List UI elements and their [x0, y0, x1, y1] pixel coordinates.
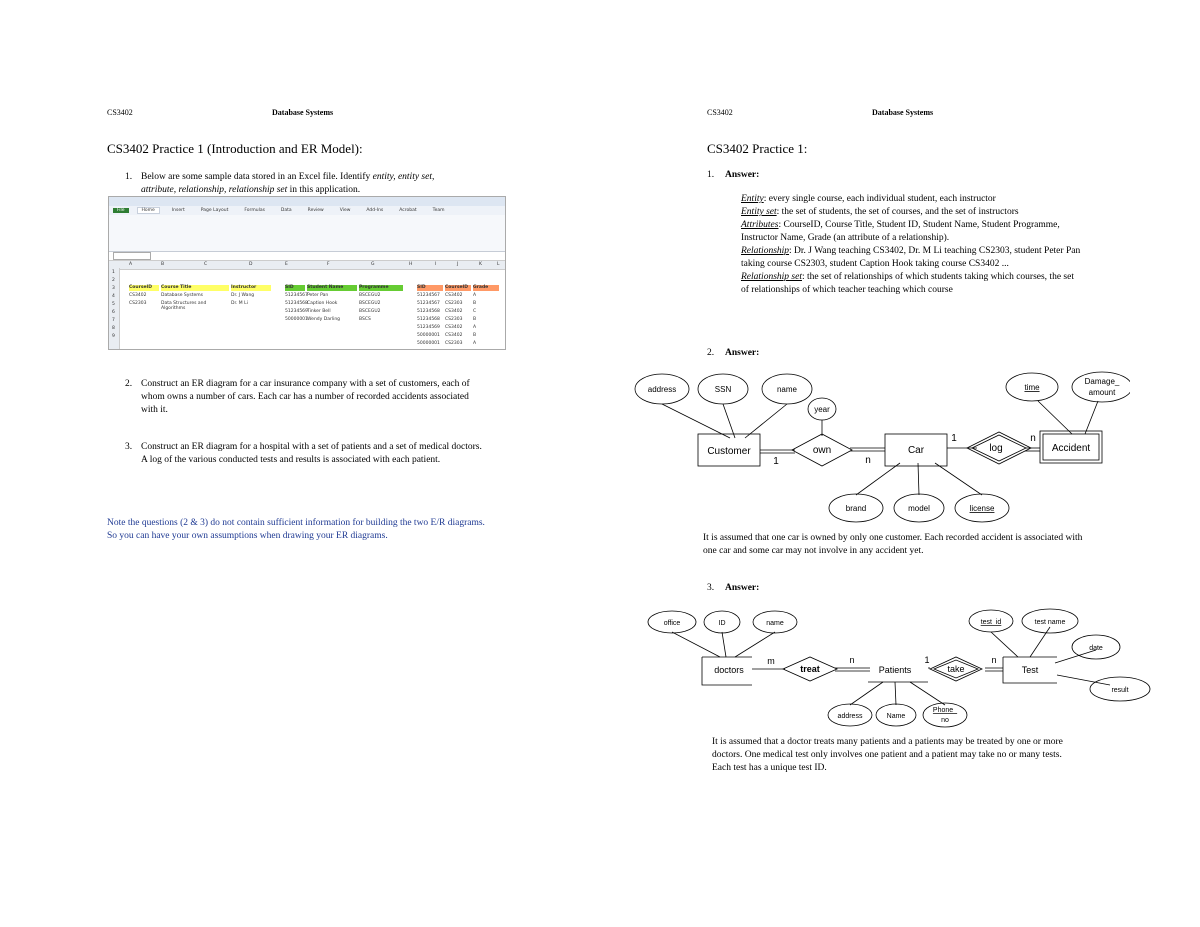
- header-course-right: CS3402: [707, 108, 733, 117]
- label-date: date: [1089, 645, 1103, 652]
- sheet-cell[interactable]: CS2303: [445, 317, 463, 322]
- sheet-cell[interactable]: B: [473, 301, 477, 306]
- column-letter: A: [129, 262, 133, 267]
- answer-2-assumption: It is assumed that one car is owned by only one customer. Each recorded accident is associated with one car and some car may not involve in any accident yet.: [703, 533, 1083, 556]
- card-m: m: [767, 656, 775, 666]
- label-log: log: [989, 443, 1003, 454]
- answer-3-assumption: It is assumed that a doctor treats many patients and a patients may be treated by one or more doctors. One medical test only involves one patient and a patient may take no or many tests. Each test has a unique test ID.: [712, 737, 1063, 773]
- label-phone-1: Phone_: [932, 707, 958, 714]
- label-test: Test: [1021, 665, 1039, 675]
- ribbon-tab[interactable]: Acrobat: [399, 208, 417, 213]
- ribbon-tabs: [109, 206, 505, 215]
- sheet-cell[interactable]: BSCEGU2: [359, 293, 381, 298]
- card-log-1: 1: [951, 433, 957, 444]
- sheet-header-cell[interactable]: Grade: [473, 285, 499, 291]
- entity-key: Entity: [741, 194, 764, 204]
- question-1: [125, 171, 491, 197]
- sheet-header-cell[interactable]: CourseID: [129, 285, 159, 291]
- label-phone-2: no: [941, 717, 949, 724]
- attributes-key: Attributes: [741, 220, 779, 230]
- label-doctors: doctors: [714, 665, 744, 675]
- sheet-header-cell[interactable]: Instructor: [231, 285, 271, 291]
- row-number: 2: [112, 278, 115, 283]
- entity-value: : every single course, each individual student, each instructor: [763, 194, 996, 204]
- answer-number: 2.: [707, 348, 715, 358]
- answer-number: 1.: [707, 170, 715, 180]
- card-one: 1: [924, 655, 930, 665]
- sheet-cell[interactable]: CS2303: [129, 301, 147, 306]
- header-subject: Database Systems: [272, 108, 334, 117]
- sheet-cell[interactable]: 51234567: [417, 301, 440, 306]
- sheet-cell[interactable]: Caption Hook: [307, 301, 338, 306]
- label-damage-1: Damage_: [1084, 377, 1120, 386]
- q1-rest: in this application.: [287, 185, 361, 195]
- sheet-cell[interactable]: CS2303: [445, 341, 463, 346]
- label-take: take: [947, 664, 965, 674]
- answer-title: CS3402 Practice 1:: [707, 141, 808, 156]
- formula-bar: [109, 252, 505, 261]
- header-subject-right: Database Systems: [872, 108, 934, 117]
- label-ssn: SSN: [714, 385, 732, 394]
- er-diagram-hospital: [640, 605, 1160, 730]
- attributes-value: : CourseID, Course Title, Student ID, Student Name, Student Programme, Instructor Name, Grade (an attribute of a relationship).: [741, 220, 1060, 243]
- row-headers: [109, 268, 120, 349]
- sheet-cell[interactable]: CS3402: [445, 325, 463, 330]
- sheet-cell[interactable]: B: [473, 333, 477, 338]
- sheet-cell[interactable]: 50000001: [285, 317, 308, 322]
- label-office: office: [663, 620, 681, 627]
- column-letter: F: [327, 262, 330, 267]
- card-customer-1: 1: [773, 456, 779, 467]
- label-car: Car: [907, 445, 925, 456]
- row-number: 7: [112, 318, 115, 323]
- column-letter: G: [371, 262, 375, 267]
- label-patient-address: address: [837, 713, 863, 720]
- sheet-header-cell[interactable]: SID: [417, 285, 443, 291]
- label-license: license: [969, 504, 995, 513]
- sheet-cell[interactable]: Peter Pan: [307, 293, 329, 298]
- entity-set-key: Entity set: [741, 207, 777, 217]
- q2-text: Construct an ER diagram for a car insurance company with a set of customers, each of whom owns a number of cars. Each car has a number of recorded accidents associated with it.: [141, 379, 470, 415]
- relationship-value: : Dr. J Wang teaching CS3402, Dr. M Li teaching CS2303, student Peter Pan taking course CS2303, student Caption Hook taking course CS3402 ...: [741, 246, 1081, 269]
- sheet-cell[interactable]: 51234569: [417, 325, 440, 330]
- row-number: 1: [112, 270, 115, 275]
- card-n2: n: [991, 655, 997, 665]
- ribbon-tab[interactable]: Review: [307, 208, 324, 213]
- answer-number: 3.: [707, 583, 715, 593]
- sheet-cell[interactable]: Database Systems: [161, 293, 204, 298]
- ribbon-tab[interactable]: Add-Ins: [366, 208, 384, 213]
- ribbon-tab[interactable]: View: [339, 208, 351, 213]
- ribbon-tab[interactable]: Home: [137, 207, 160, 214]
- column-letter: L: [497, 262, 500, 267]
- column-letter: J: [457, 262, 459, 267]
- q3-text: Construct an ER diagram for a hospital with a set of patients and a set of medical doctors. A log of the various conducted tests and results is associated with each patient.: [141, 442, 482, 465]
- question-3: [125, 441, 486, 467]
- ribbon-tab[interactable]: Page Layout: [200, 208, 229, 213]
- sheet-cell[interactable]: A: [473, 325, 477, 330]
- label-doctor-name: name: [766, 620, 784, 627]
- sheet-cell[interactable]: Dr. J Wang: [231, 293, 255, 298]
- sheet-cell[interactable]: CS3402: [445, 333, 463, 338]
- card-car-n: n: [865, 455, 871, 466]
- column-letter: D: [249, 262, 253, 267]
- sheet-cell[interactable]: Tinker Bell: [307, 309, 331, 314]
- row-number: 9: [112, 334, 115, 339]
- sheet-header-cell[interactable]: CourseID: [445, 285, 471, 291]
- label-result: result: [1111, 687, 1129, 694]
- row-number: 4: [112, 294, 115, 299]
- row-number: 6: [112, 310, 115, 315]
- column-letter: K: [479, 262, 482, 267]
- answer-label: Answer: [725, 170, 757, 180]
- sheet-cell[interactable]: C: [473, 309, 477, 314]
- card-log-n: n: [1030, 433, 1036, 444]
- label-name: name: [776, 385, 798, 394]
- ribbon-tab[interactable]: Data: [280, 208, 292, 213]
- question-number: 1.: [125, 172, 133, 182]
- ribbon-tab[interactable]: Team: [432, 208, 445, 213]
- sheet-cell[interactable]: A: [473, 293, 477, 298]
- header-course: CS3402: [107, 108, 133, 117]
- sheet-cell[interactable]: A: [473, 341, 477, 346]
- column-letter: E: [285, 262, 288, 267]
- column-letter: B: [161, 262, 165, 267]
- label-customer: Customer: [707, 446, 751, 457]
- sheet-cell[interactable]: 51234569: [285, 309, 308, 314]
- q1-em1: entity, entity set,: [372, 172, 435, 182]
- relationship-set-key: Relationship set: [741, 272, 802, 282]
- excel-screenshot: [108, 196, 506, 350]
- label-accident: Accident: [1051, 443, 1091, 454]
- card-n1: n: [849, 655, 855, 665]
- label-patient-name: Name: [886, 713, 906, 720]
- relationship-key: Relationship: [741, 246, 790, 256]
- sheet-cell[interactable]: 51234568: [417, 309, 440, 314]
- label-address: address: [647, 385, 677, 394]
- answer-1-label: 1. Answer:: [707, 170, 760, 180]
- sheet-cell[interactable]: B: [473, 317, 477, 322]
- label-model: model: [908, 504, 930, 513]
- row-number: 5: [112, 302, 115, 307]
- sheet-cell[interactable]: BSCS: [359, 317, 371, 322]
- answer-1-definitions: [741, 193, 1081, 297]
- q1-text: Below are some sample data stored in an Excel file. Identify: [141, 172, 373, 182]
- question-number: 2.: [125, 379, 133, 389]
- sheet-cell[interactable]: Data Structures and Algorithms: [161, 301, 207, 311]
- sheet-header-cell[interactable]: Student Name: [307, 285, 357, 291]
- label-damage-2: amount: [1088, 388, 1116, 397]
- label-test-name: test name: [1034, 619, 1066, 626]
- label-year: year: [814, 405, 830, 414]
- answer-2-label: 2. Answer:: [707, 348, 760, 358]
- relationship-set-value: : the set of relationships of which students taking which courses, the set of relationships of which teacher teaching which course: [741, 272, 1074, 295]
- sheet-cell[interactable]: Dr. M Li: [231, 301, 248, 306]
- page-title: CS3402 Practice 1 (Introduction and ER Model):: [107, 141, 363, 156]
- sheet-cell[interactable]: 50000001: [417, 341, 440, 346]
- er-diagram-car-insurance: [630, 368, 1130, 523]
- column-letter: I: [435, 262, 437, 267]
- sheet-cell[interactable]: Wendy Darling: [307, 317, 341, 322]
- sheet-cell[interactable]: CS3402: [129, 293, 147, 298]
- column-headers: [109, 261, 505, 270]
- sheet-cell[interactable]: CS3402: [445, 309, 463, 314]
- row-number: 8: [112, 326, 115, 331]
- column-letter: C: [204, 262, 208, 267]
- answer-3-label: 3. Answer:: [707, 583, 760, 593]
- sheet-header-cell[interactable]: Programme: [359, 285, 403, 291]
- answer-label: Answer: [725, 583, 757, 593]
- note-text: Note the questions (2 & 3) do not contain sufficient information for building the two E/R diagrams. So you can have your own assumptions when drawing your ER diagrams.: [107, 518, 485, 541]
- sheet-cell[interactable]: 51234568: [285, 301, 308, 306]
- sheet-cell[interactable]: CS2303: [445, 301, 463, 306]
- sheet-cell[interactable]: 51234568: [417, 317, 440, 322]
- column-letter: H: [409, 262, 413, 267]
- entity-set-value: : the set of students, the set of courses, and the set of instructors: [776, 207, 1019, 217]
- quick-access-toolbar: [109, 197, 505, 206]
- label-test-id: test_id: [980, 619, 1002, 626]
- question-number: 3.: [125, 442, 133, 452]
- sheet-cell[interactable]: BSCEGU2: [359, 309, 381, 314]
- sheet-cell[interactable]: 50000001: [417, 333, 440, 338]
- sheet-cell[interactable]: 51234567: [417, 293, 440, 298]
- label-treat: treat: [800, 664, 820, 674]
- ribbon: [109, 215, 505, 252]
- ribbon-tab[interactable]: File: [113, 208, 129, 213]
- label-id: ID: [718, 620, 726, 627]
- label-own: own: [812, 445, 832, 456]
- sheet-header-cell[interactable]: Course Title: [161, 285, 229, 291]
- label-patients: Patients: [878, 665, 912, 675]
- label-brand: brand: [845, 504, 867, 513]
- name-box: [113, 252, 151, 260]
- row-number: 3: [112, 286, 115, 291]
- q1-em2: attribute, relationship, relationship set: [141, 185, 288, 195]
- ribbon-tab[interactable]: Insert: [171, 208, 185, 213]
- sheet-cell[interactable]: BSCEGU2: [359, 301, 381, 306]
- label-time: time: [1024, 383, 1040, 392]
- sheet-cell[interactable]: CS3402: [445, 293, 463, 298]
- answer-label: Answer: [725, 348, 757, 358]
- sheet-header-cell[interactable]: SID: [285, 285, 305, 291]
- question-2: [125, 378, 486, 417]
- sheet-cell[interactable]: 51234567: [285, 293, 308, 298]
- ribbon-tab[interactable]: Formulas: [244, 208, 265, 213]
